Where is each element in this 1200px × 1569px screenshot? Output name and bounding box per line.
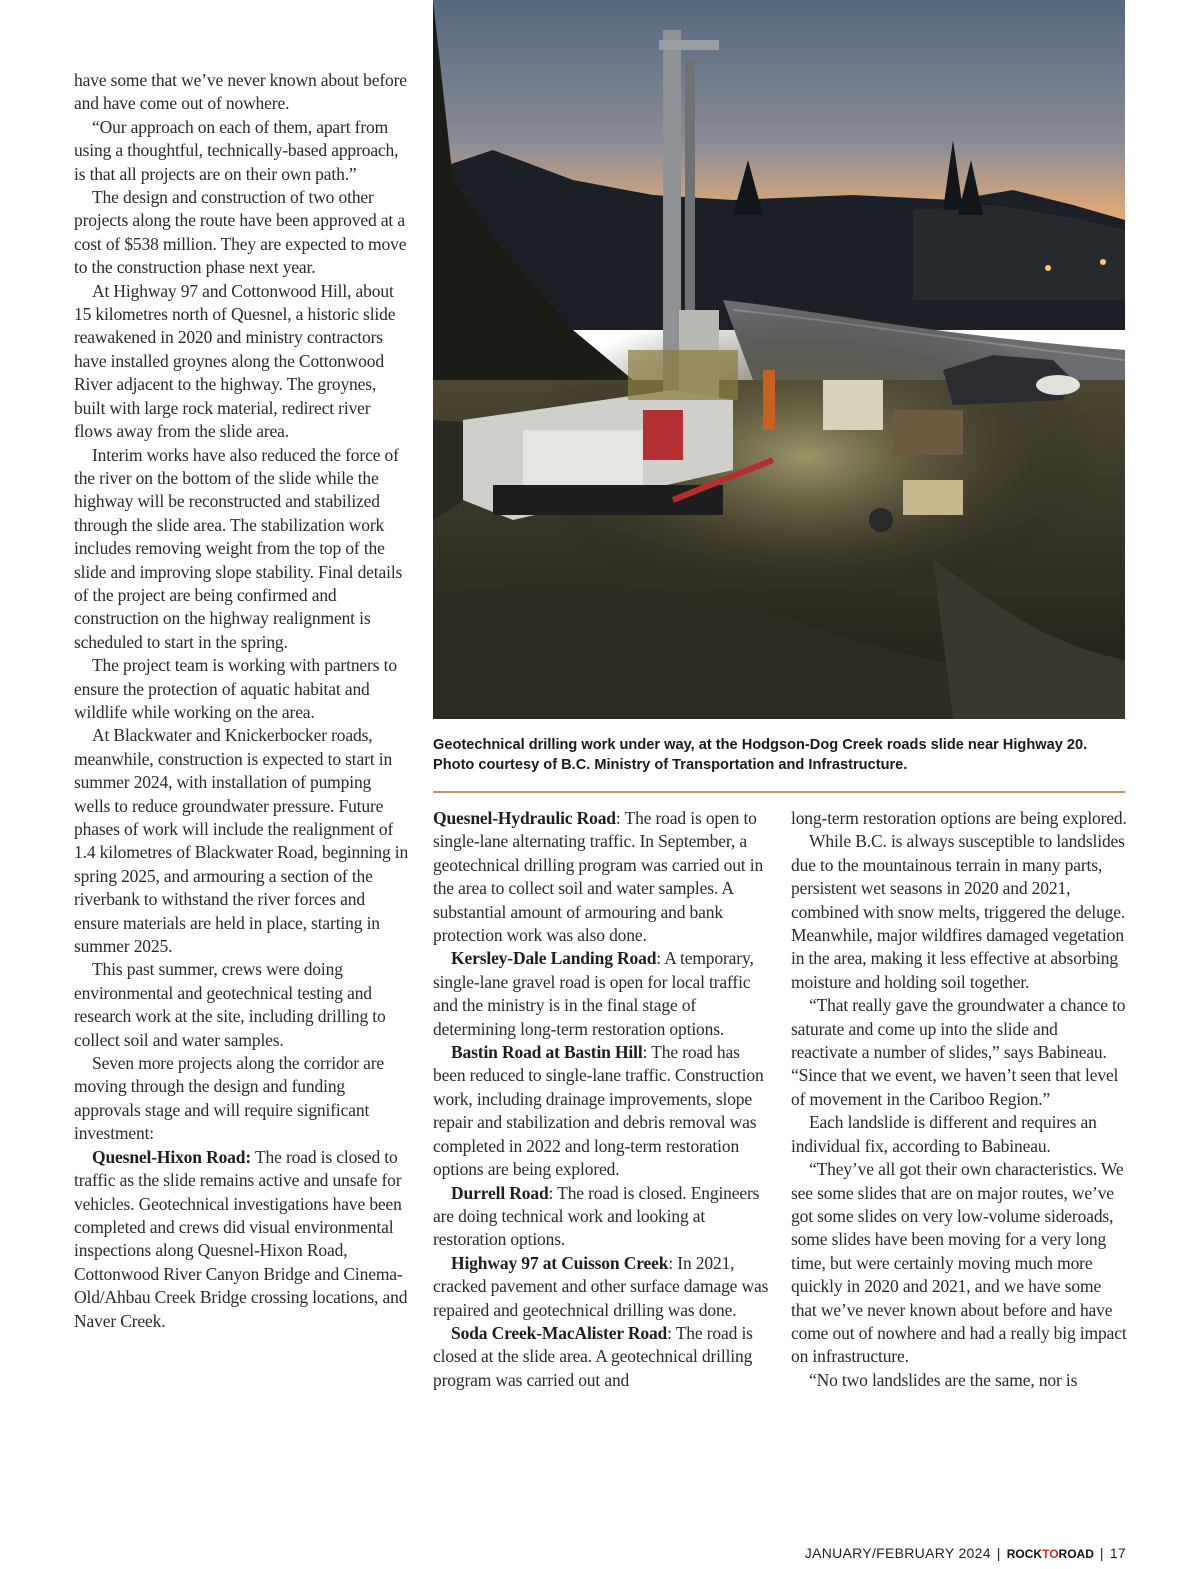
paragraph-text: At Highway 97 and Cottonwood Hill, about 15 kilometres north of Quesnel, a historic slide reawakened in 2020 and ministry contractors have installed groynes along the Cottonwood River adjacent to the highway. The groynes, built with large rock material, redirect river flows away from the slide area. bbox=[74, 280, 396, 442]
paragraph bbox=[74, 1052, 410, 1146]
issue-date: JANUARY/FEBRUARY 2024 bbox=[804, 1545, 991, 1561]
article-column-middle bbox=[433, 807, 769, 1392]
paragraph-text: “They’ve all got their own characteristics. We see some slides that are on major routes, we’ve got some slides on very low-volume sideroads, some slides have been moving for a very long time, but were certainly moving much more quickly in 2020 and 2021, and we have some that we’ve never known about before and have come out of nowhere and had a really big impact on infrastructure. bbox=[791, 1159, 1127, 1367]
paragraph bbox=[74, 958, 410, 1052]
paragraph-lead: Kersley-Dale Landing Road bbox=[451, 948, 657, 969]
paragraph-text: : The road is open to single-lane alternating traffic. In September, a geotechnical drilling program was carried out in the area to collect soil and water samples. A substantial amount of armouring and bank protection work was also done. bbox=[433, 808, 764, 946]
paragraph-text: The project team is working with partners to ensure the protection of aquatic habitat and wildlife while working on the area. bbox=[74, 655, 397, 722]
paragraph-text: The road is closed to traffic as the slide remains active and unsafe for vehicles. Geotechnical investigations have been completed and crews did visual environmental inspections along Quesnel-Hixon Road, Cottonwood River Canyon Bridge and Cinema-Old/Ahbau Creek Bridge crossing locations, and Naver Creek. bbox=[74, 1146, 408, 1331]
paragraph bbox=[74, 280, 410, 444]
photo-image bbox=[433, 0, 1125, 719]
paragraph-text: : The road has been reduced to single-lane traffic. Construction work, including drainage improvements, slope repair and stabilization and debris removal was completed in 2022 and long-term restoration options are being explored. bbox=[433, 1042, 764, 1180]
paragraph-lead: Soda Creek-MacAlister Road bbox=[451, 1322, 668, 1343]
paragraph bbox=[791, 830, 1127, 994]
paragraph-lead: Durrell Road bbox=[451, 1182, 549, 1203]
paragraph bbox=[74, 724, 410, 958]
paragraph-text: : In 2021, cracked pavement and other surface damage was repaired and geotechnical drilling was done. bbox=[433, 1252, 769, 1320]
paragraph bbox=[433, 807, 769, 947]
paragraph bbox=[433, 1182, 769, 1252]
article-column-right bbox=[791, 807, 1127, 1392]
paragraph-text: long-term restoration options are being explored. bbox=[791, 808, 1127, 828]
paragraph-text: Interim works have also reduced the force of the river on the bottom of the slide while the highway will be reconstructed and stabilized through the slide area. The stabilization work includes removing weight from the top of the slide and improving slope stability. Final details of the project are being confirmed and construction on the highway realignment is scheduled to start in the spring. bbox=[74, 444, 403, 652]
paragraph bbox=[433, 947, 769, 1041]
brand-part-road: ROAD bbox=[1058, 1547, 1094, 1561]
caption-line-1: Geotechnical drilling work under way, at the Hodgson-Dog Creek roads slide near Highway 20. bbox=[433, 737, 1088, 753]
paragraph bbox=[74, 116, 410, 186]
paragraph bbox=[791, 1158, 1127, 1369]
paragraph bbox=[74, 186, 410, 280]
drilling-photo bbox=[433, 0, 1125, 719]
paragraph-text: The design and construction of two other projects along the route have been approved at a cost of $538 million. They are expected to move to the construction phase next year. bbox=[74, 187, 407, 278]
photo-caption bbox=[433, 735, 1125, 775]
paragraph-text: Seven more projects along the corridor are moving through the design and funding approvals stage and will require significant investment: bbox=[74, 1053, 385, 1144]
paragraph bbox=[74, 1146, 410, 1333]
paragraph bbox=[74, 69, 410, 116]
paragraph-text: “Our approach on each of them, apart from using a thoughtful, technically-based approach, is that all projects are on their own path.” bbox=[74, 116, 399, 184]
paragraph bbox=[791, 807, 1127, 830]
paragraph-lead: Quesnel-Hydraulic Road bbox=[433, 808, 616, 828]
paragraph-text: At Blackwater and Knickerbocker roads, meanwhile, construction is expected to start in summer 2024, with installation of pumping wells to reduce groundwater pressure. Future phases of work will include the realignment of 1.4 kilometres of Blackwater Road, beginning in spring 2025, and armouring a section of the riverbank to withstand the river forces and ensure materials are held in place, starting in summer 2025. bbox=[74, 725, 409, 957]
paragraph bbox=[74, 654, 410, 724]
paragraph-text: “No two landslides are the same, nor is bbox=[809, 1369, 1078, 1390]
paragraph bbox=[433, 1252, 769, 1322]
paragraph bbox=[791, 1111, 1127, 1158]
paragraph-lead: Bastin Road at Bastin Hill bbox=[451, 1042, 643, 1063]
paragraph bbox=[433, 1322, 769, 1392]
paragraph-text: : A temporary, single-lane gravel road is open for local traffic and the ministry is in the final stage of determining long-term restoration options. bbox=[433, 948, 754, 1039]
page-footer bbox=[805, 1545, 1126, 1561]
paragraph bbox=[791, 1369, 1127, 1392]
article-column-left bbox=[74, 69, 410, 1333]
paragraph-text: “That really gave the groundwater a chance to saturate and come up into the slide and reactivate a number of slides,” says Babineau. “Since that we event, we haven’t seen that level of movement in the Cariboo Region.” bbox=[791, 995, 1126, 1109]
page-number: 17 bbox=[1109, 1545, 1126, 1561]
brand-part-to: TO bbox=[1042, 1547, 1059, 1561]
caption-divider bbox=[433, 791, 1125, 793]
paragraph-text: While B.C. is always susceptible to landslides due to the mountainous terrain in many parts, persistent wet seasons in 2020 and 2021, combined with snow melts, triggered the deluge. Meanwhile, major wildfires damaged vegetation in the area, making it less effective at absorbing moisture and holding soil together. bbox=[791, 831, 1126, 992]
brand-part-rock: ROCK bbox=[1006, 1547, 1043, 1561]
paragraph bbox=[433, 1041, 769, 1181]
footer-separator: | bbox=[996, 1545, 1001, 1561]
paragraph-text: Each landslide is different and requires an individual fix, according to Babineau. bbox=[791, 1112, 1097, 1156]
paragraph-lead: Quesnel-Hixon Road: bbox=[92, 1146, 252, 1167]
paragraph-text: : The road is closed at the slide area. A geotechnical drilling program was carried out and bbox=[433, 1322, 753, 1390]
paragraph bbox=[791, 994, 1127, 1111]
footer-separator: | bbox=[1099, 1545, 1104, 1561]
paragraph-text: : The road is closed. Engineers are doing technical work and looking at restoration options. bbox=[433, 1182, 760, 1250]
paragraph-lead: Highway 97 at Cuisson Creek bbox=[451, 1252, 669, 1273]
magazine-brand bbox=[1007, 1547, 1094, 1561]
caption-line-2: Photo courtesy of B.C. Ministry of Transportation and Infrastructure. bbox=[433, 757, 908, 773]
paragraph-text: have some that we’ve never known about before and have come out of nowhere. bbox=[74, 70, 407, 114]
paragraph bbox=[74, 444, 410, 655]
paragraph-text: This past summer, crews were doing environmental and geotechnical testing and research work at the site, including drilling to collect soil and water samples. bbox=[74, 959, 386, 1050]
